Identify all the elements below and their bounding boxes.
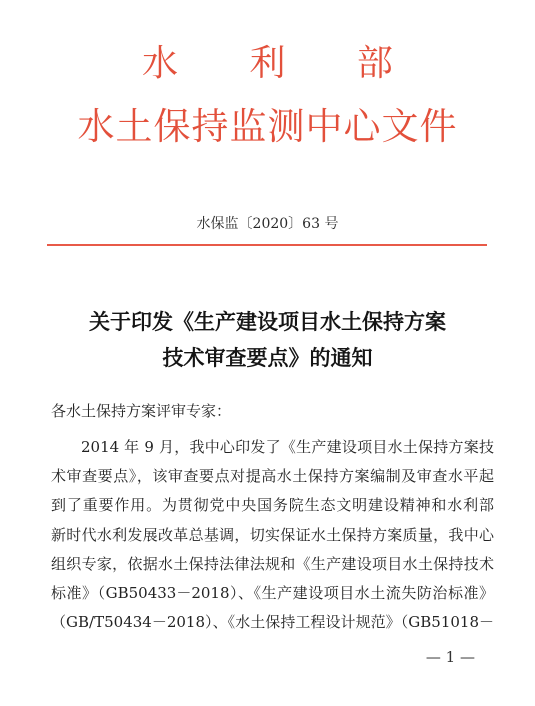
document-title-line-1: 关于印发《生产建设项目水土保持方案 [89, 310, 446, 334]
body-line: 到了重要作用。为贯彻党中央国务院生态文明建设精神和水利部 [51, 496, 494, 515]
body-line: 术审查要点》，该审查要点对提高水土保持方案编制及审查水平起 [51, 467, 494, 486]
body-paragraph [51, 433, 494, 637]
document-number: 水保监〔2020〕63 号 [196, 216, 339, 232]
issuer-line-1: 水 利 部 [142, 43, 423, 84]
body-line: 标准》（GB50433－2018）、《生产建设项目水土流失防治标准》 [51, 583, 494, 602]
red-divider [47, 244, 487, 246]
document-title-line-2: 技术审查要点》的通知 [162, 346, 373, 370]
body-line: 2014 年 9 月，我中心印发了《生产建设项目水土保持方案技 [81, 438, 494, 456]
page-number: — 1 — [425, 648, 475, 666]
issuer-line-2: 水土保持监测中心文件 [77, 105, 458, 148]
body-line: 组织专家，依据水土保持法律法规和《生产建设项目水土保持技术 [51, 554, 494, 573]
body-line: （GB/T50434－2018）、《水土保持工程设计规范》（GB51018－ [51, 613, 494, 632]
salutation: 各水土保持方案评审专家： [51, 402, 232, 420]
body-line: 新时代水利发展改革总基调，切实保证水土保持方案质量，我中心 [51, 525, 494, 544]
